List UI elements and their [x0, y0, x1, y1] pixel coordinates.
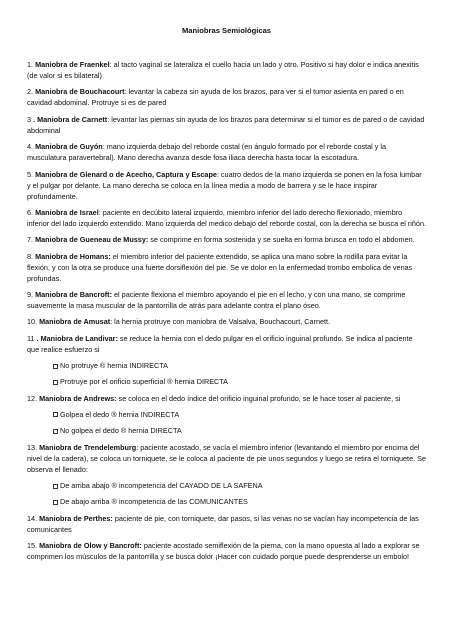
- checkbox-bullet-icon: [53, 380, 58, 385]
- sub-item-text: No golpea el dedo ® hernia DIRECTA: [60, 426, 182, 436]
- maneuver-description: se reduce la hernia con el dedo pulgar en el orificio inguinal profundo. Se indica al paciente que realice esfuerzo si: [27, 333, 413, 354]
- item-number: 8.: [27, 251, 34, 261]
- maneuver-description: : paciente acostado, se vacía el miembro inferior (levantando el miembro por encima del nivel de la cadera), se coloca un torniquete, se le coloca al paciente de pie unos segundos y luego se retira el torniquete. Se observa el llenado:: [27, 442, 427, 474]
- sub-item: [27, 496, 426, 507]
- item-number: 4.: [27, 142, 34, 152]
- maneuver-item: [27, 442, 426, 475]
- sub-item-text: Protruye por el orificio superficial ® hernia DIRECTA: [60, 377, 228, 387]
- maneuver-description: el miembro inferior del paciente extendido, se aplica una mano sobre la rodilla para evitar la flexión, y con la otra se produce una fuerte dorsiflexión del pie. Se ve dolor en la enfermedad trombo embolica de venas profundas.: [27, 251, 413, 283]
- sub-item-text: Golpea el dedo ® hernia INDIRECTA: [60, 409, 180, 419]
- maneuver-name: Maniobra de Israel: [35, 207, 99, 217]
- maneuver-name: Maniobra de Perthes:: [39, 513, 113, 523]
- maneuver-list: [27, 59, 426, 562]
- maneuver-name: Maniobra de Olow y Bancroft:: [39, 540, 142, 550]
- maneuver-name: Maniobra de Amusat: [39, 317, 111, 327]
- item-number: 10.: [27, 317, 38, 327]
- maneuver-description: : mano izquierda debajo del reborde costal (en ángulo formado por el reborde costal y la musculatura paravertebral). Mano derecha avanza desde fosa iliaca derecha hasta tocar la escotadura.: [27, 142, 387, 163]
- maneuver-item: [27, 393, 426, 404]
- maneuver-name: Maniobra de Homans:: [35, 251, 111, 261]
- item-number: 11: [27, 333, 35, 343]
- item-number: 13.: [27, 442, 38, 452]
- sub-item-text: De arriba abajo ® incompetencia del CAYADO DE LA SAFENA: [60, 481, 263, 490]
- sub-item-text: De abajo arriba ® incompetencia de las COMUNICANTES: [60, 497, 248, 507]
- item-number: 14.: [27, 513, 38, 523]
- sub-item: [27, 409, 426, 420]
- checkbox-bullet-icon: [53, 484, 58, 489]
- maneuver-description: se comprime en forma sostenida y se suelta en forma brusca en todo el abdomen.: [148, 235, 415, 245]
- item-number: 1.: [27, 60, 34, 69]
- maneuver-description: se coloca en el dedo índice del orificio inguinal profundo, se le hace toser al paciente, si: [116, 393, 401, 403]
- maneuver-description: paciente de pie, con torniquete, dar pasos, si las venas no se vacían hay incompetencia de las comunicantes: [27, 513, 419, 534]
- sub-item: [27, 480, 426, 491]
- checkbox-bullet-icon: [53, 500, 58, 505]
- item-number: 5.: [27, 169, 34, 179]
- item-number: 9.: [27, 290, 34, 300]
- maneuver-name: Maniobra de Trendelemburg: [39, 442, 137, 452]
- item-number: 7.: [27, 235, 34, 245]
- maneuver-name: Maniobra de Bancroft:: [35, 290, 112, 300]
- maneuver-description: : levantar la cabeza sin ayuda de los brazos, para ver si el tumor asienta en pared o en cavidad abdominal. Protruye si es de pared: [27, 87, 404, 108]
- item-number: 2.: [27, 87, 34, 97]
- maneuver-name: Maniobra de Gueneau de Mussy:: [35, 235, 149, 245]
- sub-item-text: No protruye ® hernia INDIRECTA: [60, 361, 168, 371]
- sub-item: [27, 360, 426, 371]
- maneuver-item: [27, 141, 426, 163]
- maneuver-name: Maniobra de Andrews:: [39, 393, 117, 403]
- maneuver-item: [27, 540, 426, 562]
- maneuver-name: Maniobra de Glenard o de Acecho, Captura y Escape: [35, 169, 217, 179]
- maneuver-description: : paciente en decúbito lateral izquierdo, miembro inferior del lado derecho flexionado, miembro inferior del lado izquierdo extendido. Mano izquierda del medico debajo del reborde costal, con la derecha se busca el riñón.: [27, 207, 426, 229]
- maneuver-name: Maniobra de Fraenkel: [35, 60, 110, 69]
- item-number: 3: [27, 114, 32, 124]
- maneuver-item: [27, 207, 426, 229]
- sub-item: [27, 425, 426, 436]
- item-number: 15.: [27, 540, 38, 550]
- maneuver-description: : la hernia protruye con maniobra de Valsalva, Bouchacourt, Carnett.: [110, 317, 331, 327]
- maneuver-description: : levantar las piernas sin ayuda de los brazos para determinar si el tumor es de pared o de cavidad abdominal: [27, 114, 425, 135]
- maneuver-item: [27, 114, 426, 136]
- item-number: 12.: [27, 393, 38, 403]
- maneuver-item: [27, 289, 426, 311]
- maneuver-item: [27, 333, 426, 355]
- maneuver-item: [27, 513, 426, 535]
- page-title: Maniobras Semiológicas: [181, 26, 272, 35]
- maneuver-item: [27, 86, 426, 108]
- maneuver-item: [27, 316, 426, 327]
- item-number: 6.: [27, 207, 34, 217]
- maneuver-description: el paciente flexiona el miembro apoyando el pie en el lecho, y con una mano, se comprime suavemente la masa muscular de la pantorrilla de atrás para adelante contra el plano óseo.: [27, 290, 406, 311]
- checkbox-bullet-icon: [53, 429, 58, 434]
- maneuver-item: [27, 251, 426, 284]
- maneuver-item: [27, 59, 426, 81]
- maneuver-description: paciente acostado semiflexión de la pierna, con la mano opuesta al lado a explorar se comprimen los músculos de la pantorrilla y se busca dolor ¡Hacer con cuidado porque puede desprenderse un embolo!: [27, 540, 420, 562]
- maneuver-description: : al tacto vaginal se lateraliza el cuello hacia un lado y otro. Positivo si hay dolor e indica anexitis (de valor si es bilateral): [27, 60, 419, 81]
- maneuver-description: : cuatro dedos de la mano izquierda se ponen en la fosa lumbar y el pulgar por delante. La mano derecha se coloca en la línea media a modo de barrera y se le hace inspirar profundamente.: [27, 169, 422, 201]
- maneuver-item: [27, 234, 426, 245]
- sub-item: [27, 376, 426, 387]
- maneuver-name: . Maniobra de Landivar:: [36, 333, 118, 343]
- checkbox-bullet-icon: [53, 364, 58, 369]
- maneuver-name: Maniobra de Guyón: [35, 142, 103, 152]
- maneuver-name: Maniobra de Bouchacourt: [35, 87, 125, 97]
- maneuver-name: . Maniobra de Carnett: [33, 114, 108, 124]
- maneuver-item: [27, 169, 426, 202]
- checkbox-bullet-icon: [53, 412, 58, 417]
